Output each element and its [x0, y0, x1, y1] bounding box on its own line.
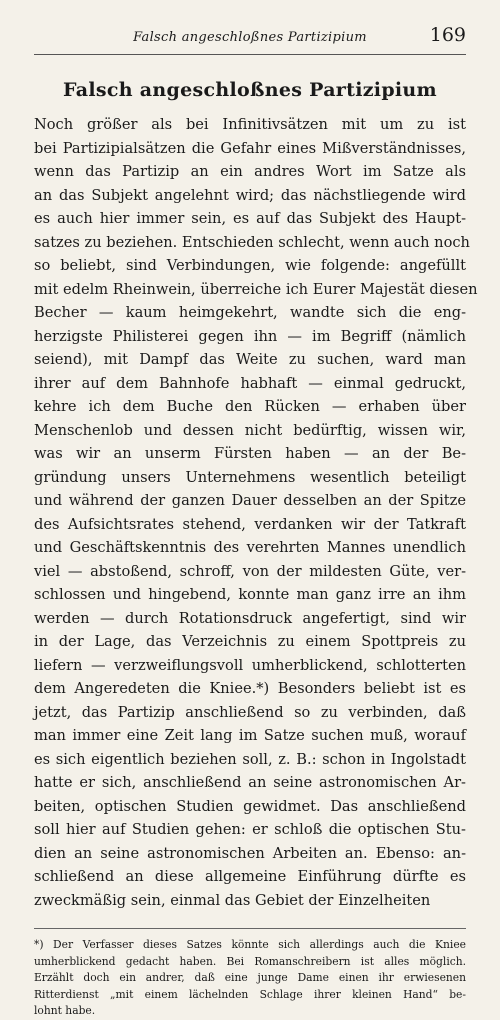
- body-line: mit edelm Rheinwein, überreiche ich Eurer Majestät diesen: [34, 280, 478, 298]
- body-line: ihrer auf dem Bahnhofe habhaft — einmal gedruckt,: [34, 374, 466, 392]
- body-line: dien an seine astronomischen Arbeiten an. Ebenso: an-: [34, 844, 466, 862]
- body-line: hatte er sich, anschließend an seine astronomischen Ar-: [34, 774, 466, 791]
- running-title: Falsch angeschloßnes Partizipium: [133, 30, 367, 45]
- body-line: dem Angeredeten die Kniee.*) Besonders beliebt ist es: [34, 680, 466, 697]
- running-head: [34, 24, 466, 55]
- body-line: wenn das Partizip an ein andres Wort im Satze als: [34, 163, 466, 180]
- body-line: bei Partizipialsätzen die Gefahr eines Mißverständnisses,: [34, 139, 466, 157]
- body-line: schließend an diese allgemeine Einführung dürfte es: [34, 868, 466, 885]
- body-line: kehre ich dem Buche den Rücken — erhaben über: [34, 398, 466, 415]
- body-line: man immer eine Zeit lang im Satze suchen muß, worauf: [34, 727, 466, 744]
- body-line: des Aufsichtsrates stehend, verdanken wir der Tatkraft: [34, 515, 466, 533]
- body-line: so beliebt, sind Verbindungen, wie folgende: angefüllt: [34, 257, 466, 274]
- footnote-line: lohnt habe.: [34, 1004, 96, 1017]
- body-text: [34, 113, 478, 912]
- chapter-title: Falsch angeschloßnes Partizipium: [63, 79, 437, 101]
- footnote-line: Ritterdienst „mit einem lächelnden Schlage ihrer kleinen Hand“ be-: [34, 987, 466, 1001]
- body-line: und während der ganzen Dauer desselben an der Spitze: [34, 492, 466, 509]
- body-line: soll hier auf Studien gehen: er schloß die optischen Stu-: [34, 821, 466, 838]
- body-line: Noch größer als bei Infinitivsätzen mit um zu ist: [34, 116, 466, 133]
- body-line: an das Subjekt angelehnt wird; das nächstliegende wird: [34, 186, 466, 204]
- body-line: viel — abstoßend, schroff, von der mildesten Güte, ver-: [34, 562, 466, 580]
- body-line: seiend), mit Dampf das Weite zu suchen, ward man: [34, 351, 466, 368]
- footnote-line: *) Der Verfasser dieses Satzes könnte sich allerdings auch die Kniee: [34, 938, 466, 951]
- body-line: gründung unsers Unternehmens wesentlich beteiligt: [34, 468, 466, 486]
- body-line: herzigste Philisterei gegen ihn — im Begriff (nämlich: [34, 327, 466, 345]
- body-line: jetzt, das Partizip anschließend so zu verbinden, daß: [34, 703, 466, 721]
- page-number: 169: [429, 24, 466, 46]
- body-line: werden — durch Rotationsdruck angefertigt, sind wir: [34, 609, 466, 627]
- footnote: [34, 928, 466, 1020]
- body-line: Menschenlob und dessen nicht bedürftig, wissen wir,: [34, 421, 466, 439]
- footnote-line: Erzählt doch ein andrer, daß eine junge Dame einen ihr erwiesenen: [34, 971, 466, 984]
- body-line: zweckmäßig sein, einmal das Gebiet der Einzelheiten: [34, 891, 431, 909]
- body-line: es auch hier immer sein, es auf das Subjekt des Haupt-: [34, 210, 466, 227]
- body-line: in der Lage, das Verzeichnis zu einem Spottpreis zu: [34, 633, 466, 650]
- body-line: was wir an unserm Fürsten haben — an der Be-: [34, 445, 466, 462]
- body-line: beiten, optischen Studien gewidmet. Das anschließend: [34, 797, 466, 815]
- body-line: es sich eigentlich beziehen soll, z. B.: schon in Ingolstadt: [34, 750, 466, 768]
- footnote-line: umherblickend gedacht haben. Bei Romanschreibern ist alles möglich.: [34, 954, 466, 968]
- body-line: Becher — kaum heimgekehrt, wandte sich die eng-: [34, 304, 466, 321]
- body-line: satzes zu beziehen. Entschieden schlecht, wenn auch noch: [34, 233, 470, 251]
- body-line: und Geschäftskenntnis des verehrten Mannes unendlich: [34, 539, 466, 556]
- body-line: schlossen und hingebend, konnte man ganz irre an ihm: [34, 586, 466, 603]
- body-line: liefern — verzweiflungsvoll umherblickend, schlotterten: [34, 656, 466, 674]
